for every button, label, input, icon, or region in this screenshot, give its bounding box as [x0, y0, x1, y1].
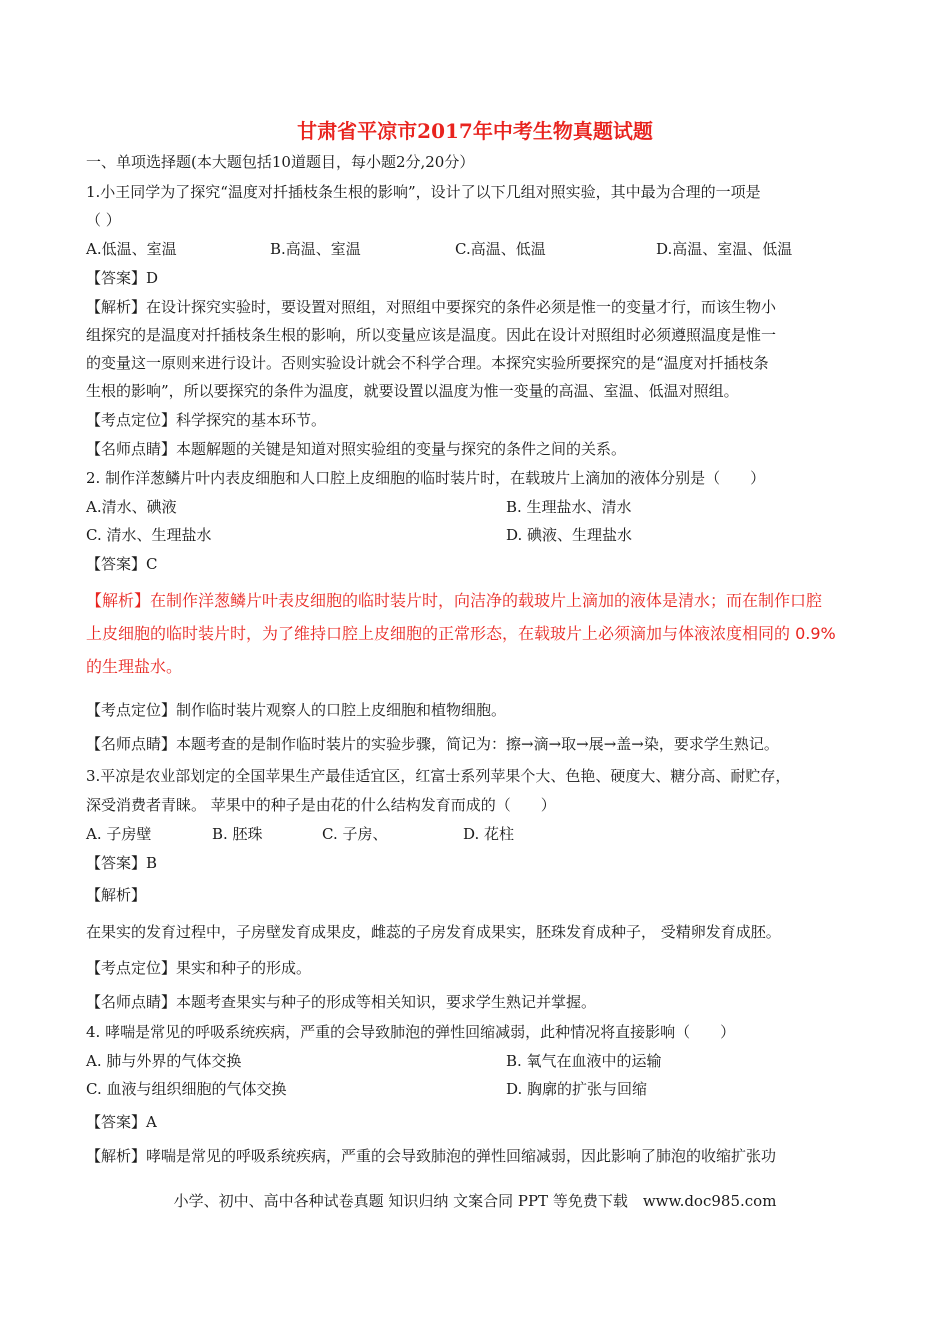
q3-kaodian: 【考点定位】果实和种子的形成。 [86, 959, 312, 977]
q3-analysis-head: 【解析】 [86, 886, 147, 904]
q2-dianjing: 【名师点睛】本题考查的是制作临时装片的实验步骤，简记为：擦→滴→取→展→盖→染，要求学生熟记。 [86, 735, 779, 753]
q4-option-c: C. 血液与组织细胞的气体交换 [86, 1080, 287, 1098]
q1-analysis-line: 组探究的是温度对扦插枝条生根的影响，所以变量应该是温度。因此在设计对照组时必须遵照温度是惟一 [86, 326, 777, 344]
q4-analysis-line: 【解析】哮喘是常见的呼吸系统疾病，严重的会导致肺泡的弹性回缩减弱，因此影响了肺泡的收缩扩张功 [86, 1147, 777, 1165]
q2-answer: 【答案】C [86, 555, 158, 573]
q1-option-d: D.高温、室温、低温 [656, 240, 793, 258]
q4-answer: 【答案】A [86, 1113, 157, 1131]
q4-option-b: B. 氧气在血液中的运输 [506, 1052, 662, 1070]
q3-option-a: A. 子房壁 [86, 825, 152, 843]
q3-dianjing: 【名师点睛】本题考查果实与种子的形成等相关知识，要求学生熟记并掌握。 [86, 993, 597, 1011]
q1-dianjing: 【名师点睛】本题解题的关键是知道对照实验组的变量与探究的条件之间的关系。 [86, 440, 627, 458]
section-heading: 一、单项选择题(本大题包括10道题目，每小题2分,20分） [86, 153, 475, 171]
q2-option-a: A.清水、碘液 [86, 498, 177, 516]
q1-analysis-line: 【解析】在设计探究实验时，要设置对照组，对照组中要探究的条件必须是惟一的变量才行，而该生物小 [86, 298, 777, 316]
q1-analysis-line: 的变量这一原则来进行设计。否则实验设计就会不科学合理。本探究实验所要探究的是“温度对扦插枝条 [86, 354, 769, 372]
q1-option-a: A.低温、室温 [86, 240, 177, 258]
q1-kaodian: 【考点定位】科学探究的基本环节。 [86, 411, 327, 429]
q1-answer: 【答案】D [86, 269, 159, 287]
q4-option-a: A. 肺与外界的气体交换 [86, 1052, 242, 1070]
q2-analysis-line: 上皮细胞的临时装片时，为了维持口腔上皮细胞的正常形态，在载玻片上必须滴加与体液浓度相同的 0.9% [86, 624, 836, 643]
q3-option-c: C. 子房、 [322, 825, 388, 843]
q1-option-c: C.高温、低温 [455, 240, 546, 258]
q2-kaodian: 【考点定位】制作临时装片观察人的口腔上皮细胞和植物细胞。 [86, 701, 507, 719]
q1-stem-line1: 1.小王同学为了探究“温度对扦插枝条生根的影响”，设计了以下几组对照实验，其中最为合理的一项是 [86, 183, 761, 201]
q2-analysis-line: 的生理盐水。 [86, 657, 183, 676]
q1-stem-line2: （ ） [86, 211, 121, 229]
q2-analysis-line: 【解析】在制作洋葱鳞片叶表皮细胞的临时装片时，向洁净的载玻片上滴加的液体是清水；而在制作口腔 [86, 591, 823, 610]
q1-analysis-line: 生根的影响”，所以要探究的条件为温度，就要设置以温度为惟一变量的高温、室温、低温对照组。 [86, 382, 739, 400]
q3-answer: 【答案】B [86, 854, 158, 872]
q3-option-d: D. 花柱 [463, 825, 515, 843]
q3-stem-line2: 深受消费者青睐。 苹果中的种子是由花的什么结构发育而成的（ ） [86, 796, 556, 814]
q3-stem-line1: 3.平凉是农业部划定的全国苹果生产最佳适宜区，红富士系列苹果个大、色艳、硬度大、糖分高、耐贮存， [86, 767, 791, 785]
q2-option-b: B. 生理盐水、清水 [506, 498, 632, 516]
q2-option-d: D. 碘液、生理盐水 [506, 526, 633, 544]
q3-option-b: B. 胚珠 [212, 825, 263, 843]
q2-option-c: C. 清水、生理盐水 [86, 526, 212, 544]
page-title: 甘肃省平凉市2017年中考生物真题试题 [297, 119, 653, 143]
q4-stem: 4. 哮喘是常见的呼吸系统疾病，严重的会导致肺泡的弹性回缩减弱，此种情况将直接影响（ ） [86, 1023, 736, 1041]
q1-option-b: B.高温、室温 [270, 240, 361, 258]
q3-analysis-body: 在果实的发育过程中，子房壁发育成果皮，雌蕊的子房发育成果实，胚珠发育成种子， 受精卵发育成胚。 [86, 923, 781, 941]
page-footer: 小学、初中、高中各种试卷真题 知识归纳 文案合同 PPT 等免费下载 www.doc985.com [173, 1192, 777, 1210]
q2-stem: 2. 制作洋葱鳞片叶内表皮细胞和人口腔上皮细胞的临时装片时，在载玻片上滴加的液体分别是（ ） [86, 469, 766, 487]
q4-option-d: D. 胸廓的扩张与回缩 [506, 1080, 648, 1098]
